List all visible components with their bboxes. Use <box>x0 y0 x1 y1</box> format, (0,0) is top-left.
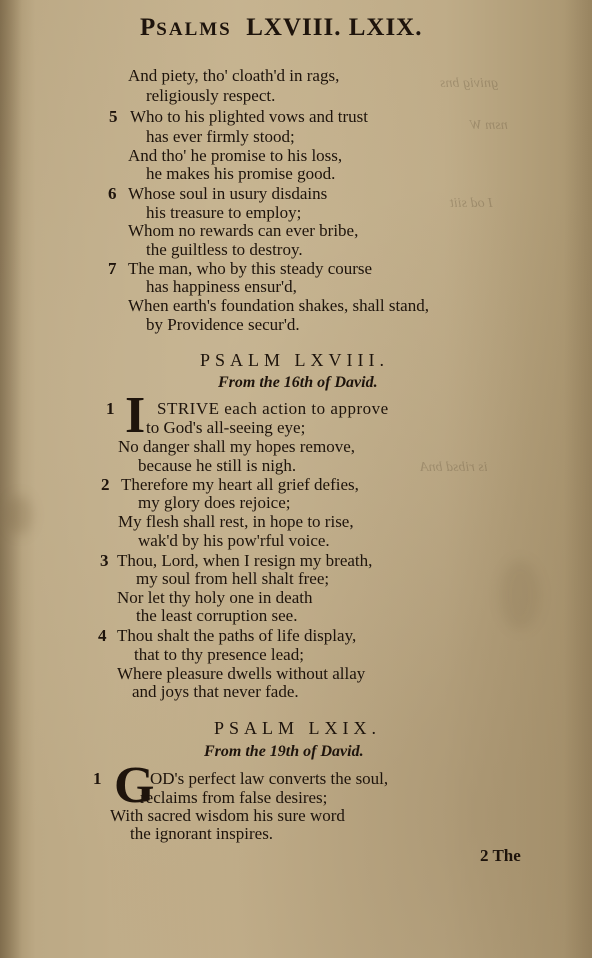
verse-line: has happiness ensur'd, <box>146 277 297 296</box>
verse-line: Where pleasure dwells without allay <box>117 664 366 683</box>
verse-number: 1 <box>106 399 115 418</box>
verse-line: Whose soul in usury disdains <box>128 184 328 203</box>
verse-line: Thou, Lord, when I resign my breath, <box>117 551 373 570</box>
verse-line: to God's all-seeing eye; <box>146 418 306 437</box>
verse-line: And piety, tho' cloath'd in rags, <box>128 66 340 85</box>
verse-line: Whom no rewards can ever bribe, <box>128 221 359 240</box>
verse-line: Nor let thy holy one in death <box>117 588 313 607</box>
verse-line: the ignorant inspires. <box>130 824 274 843</box>
foxing-stain <box>500 560 540 630</box>
psalm-69-subtitle: From the 19th of David. <box>204 743 364 760</box>
verse-line: religiously respect. <box>146 86 276 105</box>
verse-line: STRIVE each action to approve <box>157 399 389 418</box>
verse-line: OD's perfect law converts the soul, <box>150 769 389 788</box>
verse-line: The man, who by this steady course <box>128 259 373 278</box>
verse-line: the least corruption see. <box>136 606 298 625</box>
verse-line: the guiltless to destroy. <box>146 240 303 259</box>
show-through-text: I od siit <box>450 196 493 211</box>
show-through-text: gnivig bns <box>440 76 498 91</box>
psalm-68-title: PSALM LXVIII. <box>200 350 389 370</box>
page-edge-shadow <box>564 0 592 958</box>
verse-line: because he still is nigh. <box>138 456 297 475</box>
verse-line: wak'd by his pow'rful voice. <box>138 531 330 550</box>
verse-line: has ever firmly stood; <box>146 127 295 146</box>
verse-number: 5 <box>109 107 118 126</box>
foxing-stain <box>8 495 32 535</box>
verse-line: No danger shall my hopes remove, <box>118 437 355 456</box>
verse-number: 4 <box>98 626 107 645</box>
verse-line: My flesh shall rest, in hope to rise, <box>118 512 354 531</box>
verse-line: Therefore my heart all grief defies, <box>121 475 359 494</box>
verse-line: And tho' he promise to his loss, <box>128 146 343 165</box>
show-through-text: is ribsd bnA <box>420 460 488 475</box>
verse-number: 7 <box>108 259 117 278</box>
verse-line: Who to his plighted vows and trust <box>130 107 368 126</box>
psalm-68-drop-cap: I <box>125 387 146 444</box>
verse-number: 2 <box>101 475 110 494</box>
verse-number: 6 <box>108 184 117 203</box>
verse-line: and joys that never fade. <box>132 682 299 701</box>
verse-line: his treasure to employ; <box>146 203 302 222</box>
verse-line: When earth's foundation shakes, shall stand, <box>128 296 429 315</box>
verse-line: my glory does rejoice; <box>138 493 291 512</box>
psalm-68-subtitle: From the 16th of David. <box>218 374 378 391</box>
catchword: 2 The <box>480 846 521 865</box>
verse-line: he makes his promise good. <box>146 164 336 183</box>
page-gutter-shadow <box>0 0 22 958</box>
show-through-text: nsm W <box>470 118 508 133</box>
psalm-69-drop-cap: G <box>114 757 155 814</box>
verse-line: that to thy presence lead; <box>134 645 304 664</box>
verse-line: by Providence secur'd. <box>146 315 300 334</box>
running-head: PSALMS LXVIII. LXIX. <box>140 14 423 41</box>
verse-line: Thou shalt the paths of life display, <box>117 626 357 645</box>
verse-line: my soul from hell shalt free; <box>136 569 330 588</box>
verse-line: reclaims from false desires; <box>140 788 328 807</box>
verse-line: With sacred wisdom his sure word <box>110 806 345 825</box>
verse-number: 3 <box>100 551 109 570</box>
psalm-69-title: PSALM LXIX. <box>214 718 382 738</box>
verse-number: 1 <box>93 769 102 788</box>
